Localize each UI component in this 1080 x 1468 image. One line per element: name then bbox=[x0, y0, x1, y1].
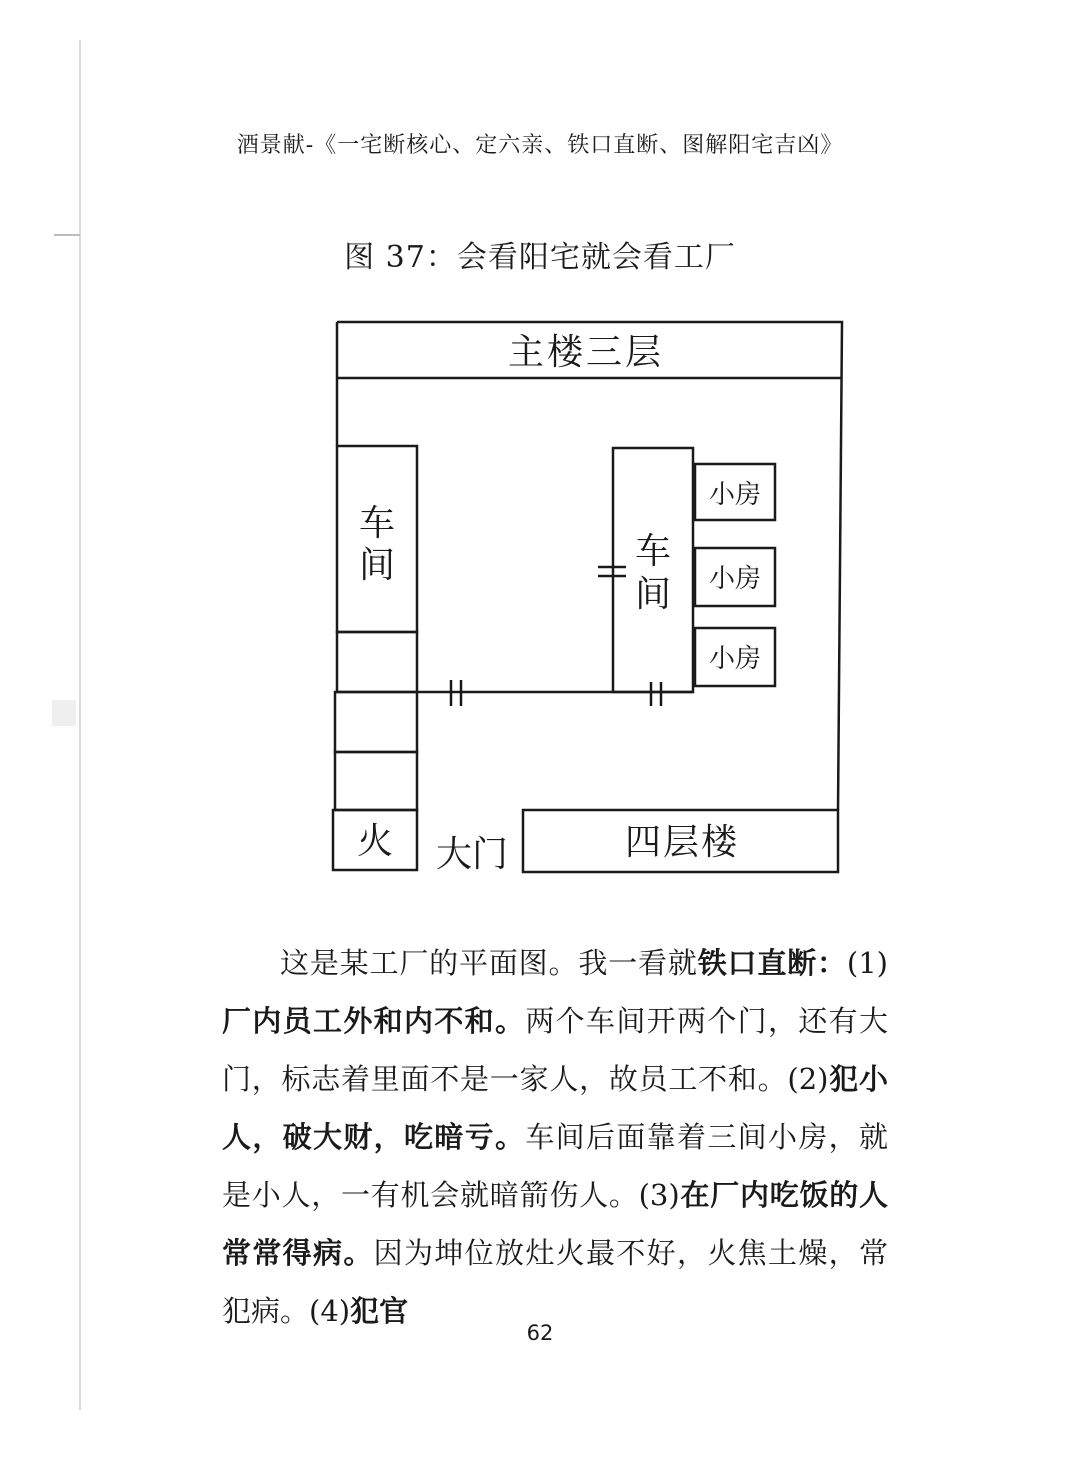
figure-caption: 图 37：会看阳宅就会看工厂 bbox=[344, 240, 736, 275]
small-room-3-label: 小房 bbox=[708, 644, 762, 674]
body-text-run: 因为坤位放灶火最不好，火焦土燥，常犯病。(4) bbox=[222, 1236, 888, 1328]
left-room-3 bbox=[335, 752, 417, 810]
left-room-1 bbox=[337, 632, 417, 692]
emphasis-text: 铁口直断： bbox=[697, 946, 847, 980]
fire-label: 火 bbox=[356, 821, 394, 862]
emphasis-text: 犯小人，破大财，吃暗亏。 bbox=[222, 1062, 888, 1154]
body-paragraph bbox=[222, 934, 888, 1340]
main-building-label: 主楼三层 bbox=[507, 332, 665, 373]
page-number: 62 bbox=[526, 1321, 554, 1345]
running-header: 酒景献-《一宅断核心、定六亲、铁口直断、图解阳宅吉凶》 bbox=[236, 133, 844, 158]
body-text-run: 车间后面靠着三间小房，就是小人，一有机会就暗箭伤人。(3) bbox=[222, 1120, 888, 1212]
small-room-2-label: 小房 bbox=[708, 564, 762, 594]
body-text-run: 两个车间开两个门，还有大门，标志着里面不是一家人，故员工不和。(2) bbox=[222, 1004, 888, 1096]
left-room-2 bbox=[335, 692, 417, 752]
emphasis-text: 犯官 bbox=[350, 1294, 409, 1328]
emphasis-text: 在厂内吃饭的人常常得病。 bbox=[222, 1178, 888, 1270]
left-workshop-label-bottom: 间 bbox=[358, 545, 396, 586]
body-paragraph-text bbox=[222, 934, 888, 1340]
main-gate-label: 大门 bbox=[435, 834, 509, 875]
right-workshop-label-top: 车 bbox=[634, 531, 672, 572]
body-text-run: 这是某工厂的平面图。我一看就 bbox=[280, 946, 698, 980]
left-workshop-label-top: 车 bbox=[358, 503, 396, 544]
small-room-1-label: 小房 bbox=[708, 480, 762, 510]
compound-wall bbox=[337, 322, 842, 810]
emphasis-text: 厂内员工外和内不和。 bbox=[222, 1004, 526, 1038]
body-text-run: (1) bbox=[846, 946, 888, 980]
fourth-floor-building-label: 四层楼 bbox=[624, 822, 740, 863]
right-workshop-label-bottom: 间 bbox=[634, 574, 672, 615]
